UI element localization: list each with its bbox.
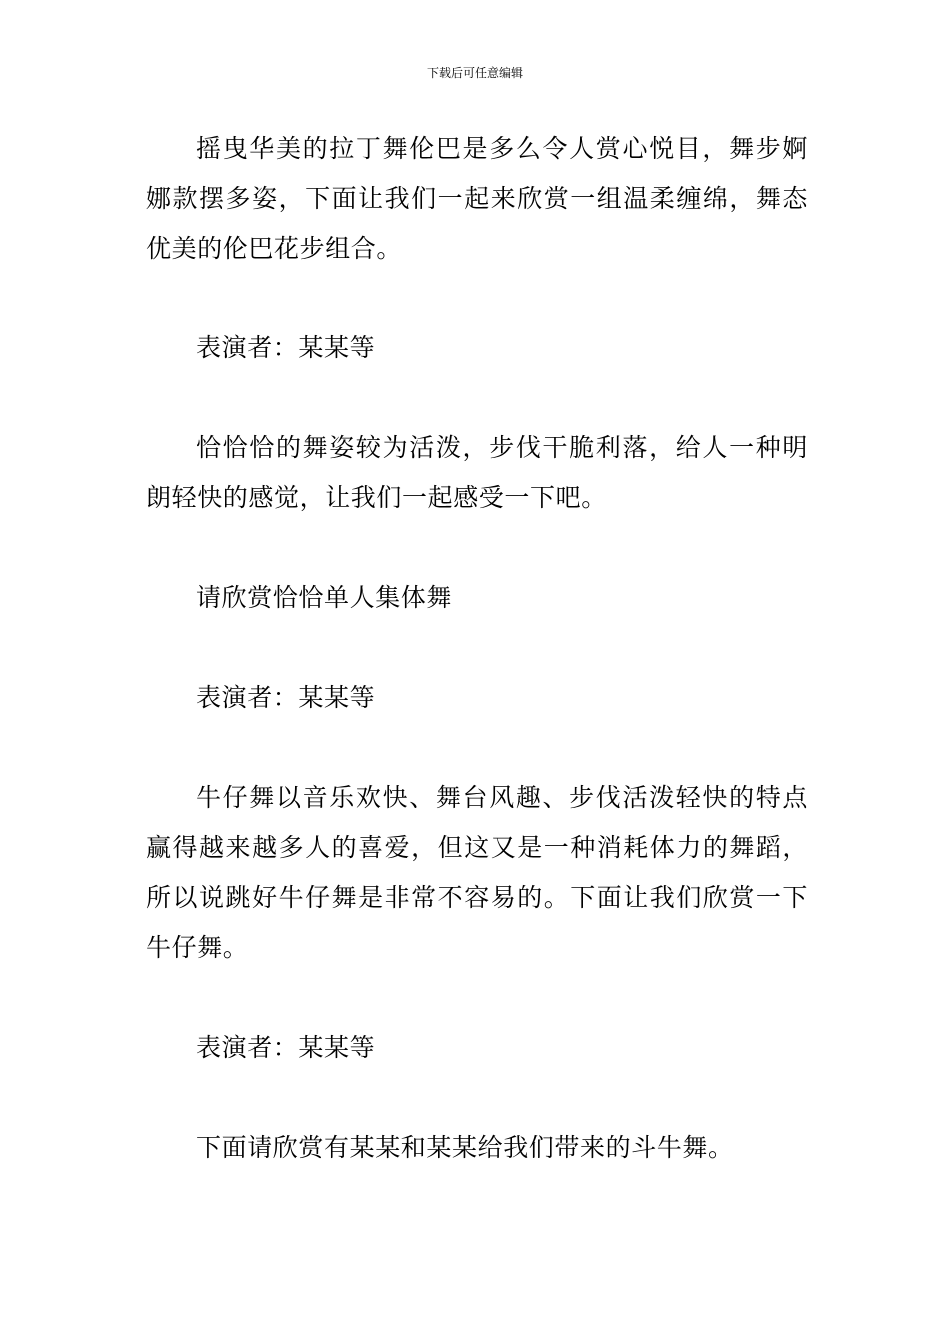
page-header: 下载后可任意编辑 — [426, 66, 523, 80]
paragraph-performers: 表演者：某某等 — [196, 683, 376, 712]
paragraph-performers: 表演者：某某等 — [196, 333, 376, 362]
paragraph-chacha-announce: 请欣赏恰恰单人集体舞 — [196, 583, 453, 612]
paragraph-chacha-intro: 恰恰恰的舞姿较为活泼，步伐干脆利落，给人一种明朗轻快的感觉，让我们一起感受一下吧。 — [146, 433, 808, 512]
paragraph-paso-doble-intro: 下面请欣赏有某某和某某给我们带来的斗牛舞。 — [196, 1133, 734, 1162]
document-body — [146, 124, 808, 1223]
paragraph-jive-intro: 牛仔舞以音乐欢快、舞台风趣、步伐活泼轻快的特点赢得越来越多人的喜爱，但这又是一种消耗体力的舞蹈，所以说跳好牛仔舞是非常不容易的。下面让我们欣赏一下牛仔舞。 — [146, 783, 808, 962]
paragraph-performers: 表演者：某某等 — [196, 1033, 376, 1062]
paragraph-rumba-intro: 摇曳华美的拉丁舞伦巴是多么令人赏心悦目，舞步婀娜款摆多姿，下面让我们一起来欣赏一组温柔缠绵，舞态优美的伦巴花步组合。 — [146, 134, 808, 263]
